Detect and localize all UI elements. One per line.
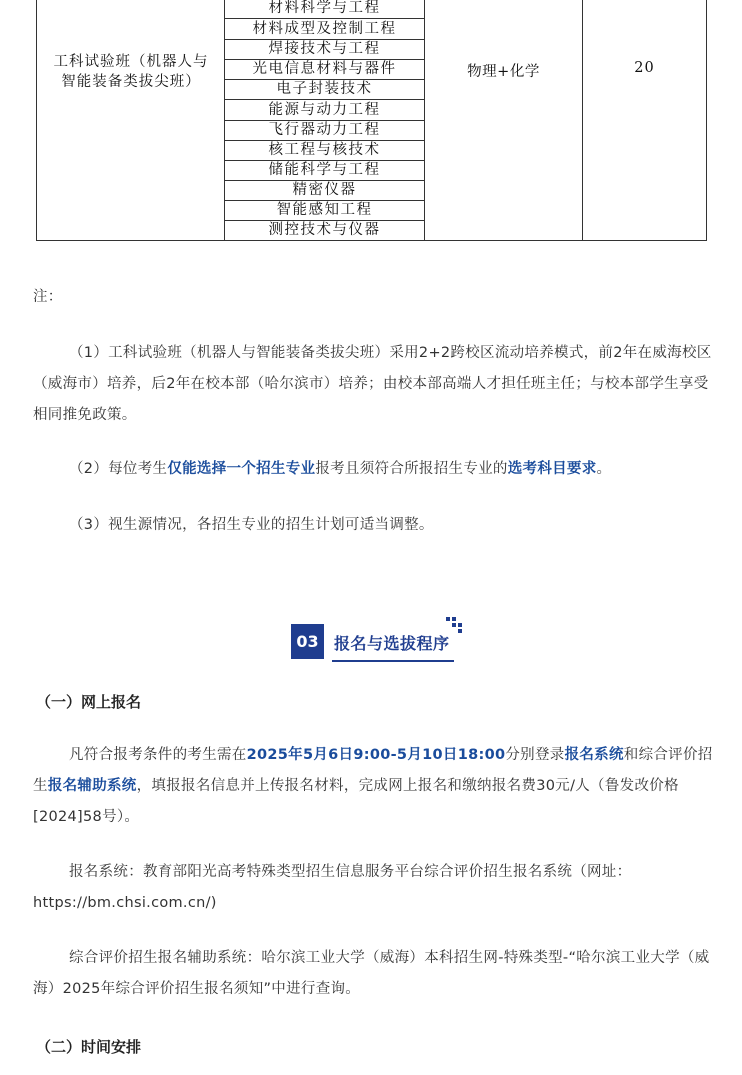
major-cell: 核工程与核技术 bbox=[268, 142, 381, 158]
section-title: 报名与选拔程序 bbox=[334, 634, 450, 653]
major-cell: 材料成型及控制工程 bbox=[252, 21, 397, 37]
note-2-text: （2）每位考生 bbox=[69, 461, 168, 477]
highlight-aux-system: 报名辅助系统 bbox=[47, 778, 137, 794]
online-heading: （一）网上报名 bbox=[36, 693, 142, 711]
category-cell-line2: 智能装备类拔尖班） bbox=[61, 74, 201, 90]
major-cell: 焊接技术与工程 bbox=[268, 41, 381, 57]
note-2-text: 。 bbox=[596, 461, 612, 477]
major-cell: 能源与动力工程 bbox=[268, 102, 381, 118]
note-3-text: （3）视生源情况，各招生专业的招生计划可适当调整。 bbox=[69, 517, 434, 533]
major-cell: 飞行器动力工程 bbox=[268, 122, 381, 138]
major-cell: 光电信息材料与器件 bbox=[252, 61, 397, 77]
note-1 bbox=[33, 338, 713, 431]
highlight-subject-requirement: 选考科目要求 bbox=[507, 461, 597, 477]
notes-label: 注： bbox=[33, 289, 63, 305]
major-cell: 精密仪器 bbox=[292, 182, 357, 198]
online-paragraph-1 bbox=[33, 740, 713, 833]
schedule-heading: （二）时间安排 bbox=[36, 1038, 142, 1056]
online-p1-text: 凡符合报考条件的考生需在 bbox=[69, 747, 247, 763]
online-p1-text: 和综合评价招生 bbox=[33, 747, 713, 794]
major-cell: 测控技术与仪器 bbox=[268, 222, 381, 238]
highlight-system: 报名系统 bbox=[564, 747, 624, 763]
major-cell: 智能感知工程 bbox=[276, 202, 373, 218]
major-cell: 材料科学与工程 bbox=[268, 0, 381, 16]
plan-cell: 20 bbox=[634, 60, 655, 76]
online-p3-text: 综合评价招生报名辅助系统：哈尔滨工业大学（威海）本科招生网-特殊类型-“哈尔滨工业大学（威海）2025年综合评价招生报名须知”中进行查询。 bbox=[33, 950, 710, 997]
highlight-date: 2025年5月6日9:00-5月10日18:00 bbox=[246, 747, 506, 763]
online-paragraph-3 bbox=[33, 943, 713, 1005]
online-p2-text: 报名系统：教育部阳光高考特殊类型招生信息服务平台综合评价招生报名系统（网址：https://bm.chsi.com.cn/) bbox=[33, 864, 632, 911]
note-1-text: （1）工科试验班（机器人与智能装备类拔尖班）采用2+2跨校区流动培养模式，前2年在威海校区（威海市）培养，后2年在校本部（哈尔滨市）培养；由校本部高端人才担任班主任；与校本部学生享受相同推免政策。 bbox=[33, 345, 712, 423]
major-cell: 电子封装技术 bbox=[276, 81, 373, 97]
category-cell-line1: 工科试验班（机器人与 bbox=[53, 54, 209, 70]
online-paragraph-2 bbox=[33, 857, 713, 919]
note-2-text: 报考且须符合所报招生专业的 bbox=[315, 461, 508, 477]
major-cell: 储能科学与工程 bbox=[268, 162, 381, 178]
highlight-one-major: 仅能选择一个招生专业 bbox=[167, 461, 316, 477]
subjects-cell: 物理+化学 bbox=[467, 64, 540, 80]
section-underline bbox=[332, 660, 454, 662]
note-3 bbox=[33, 510, 713, 541]
online-p1-text: 分别登录 bbox=[505, 747, 565, 763]
note-2 bbox=[33, 454, 713, 485]
online-p1-text: ，填报报名信息并上传报名材料，完成网上报名和缴纳报名费30元/人（鲁发改价格[2024]58号）。 bbox=[33, 778, 679, 825]
section-number: 03 bbox=[291, 624, 324, 659]
